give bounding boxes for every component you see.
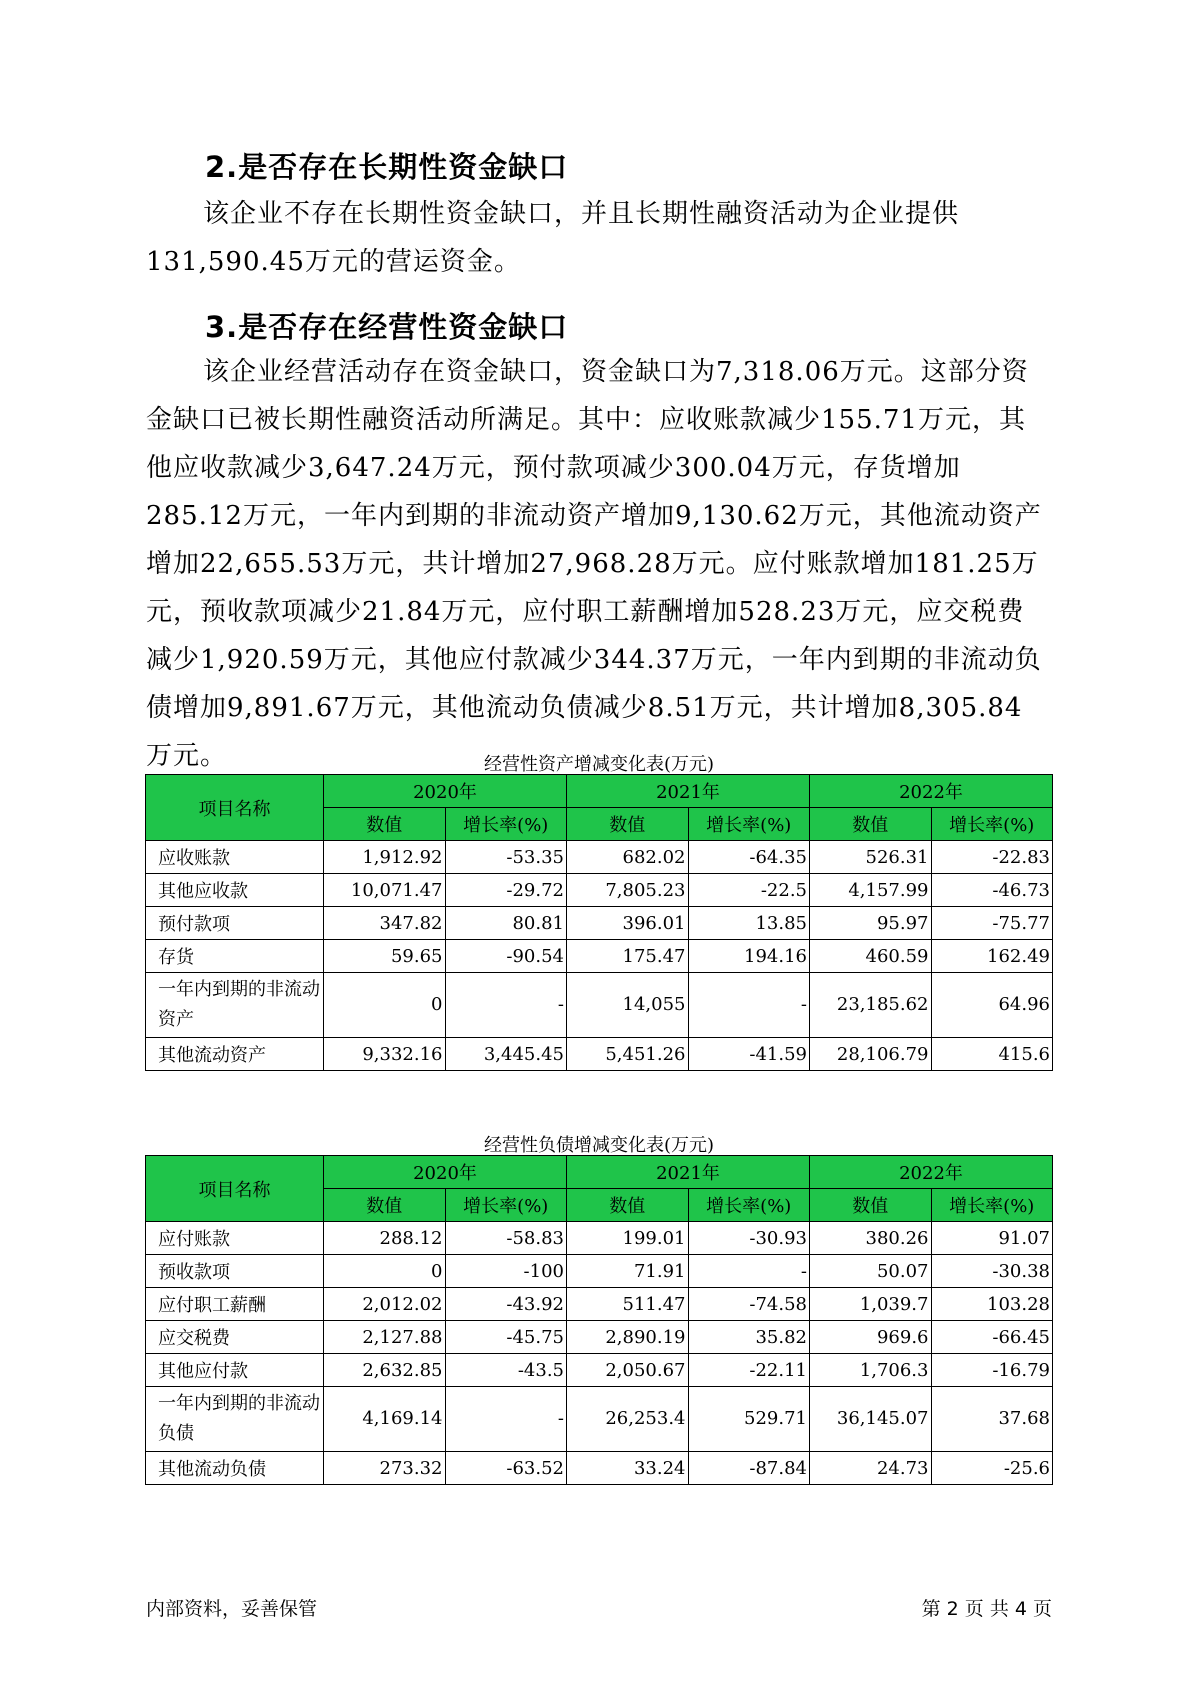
- value-cell: 1,706.3: [810, 1354, 932, 1387]
- value-cell: 380.26: [810, 1222, 932, 1255]
- value-cell: 28,106.79: [810, 1038, 932, 1071]
- item-header: 项目名称: [146, 775, 324, 841]
- value-cell: 969.6: [810, 1321, 932, 1354]
- growth-rate-cell: 529.71: [688, 1387, 810, 1452]
- table-row: [146, 1038, 1053, 1071]
- sub-header: 增长率(%): [931, 1189, 1053, 1222]
- value-cell: 682.02: [567, 841, 689, 874]
- footer-confidential-note: 内部资料，妥善保管: [146, 1598, 318, 1620]
- value-cell: 1,039.7: [810, 1288, 932, 1321]
- value-cell: 95.97: [810, 907, 932, 940]
- table-row: [146, 1452, 1053, 1485]
- sub-header: 数值: [567, 808, 689, 841]
- row-label: 其他流动负债: [146, 1452, 324, 1485]
- row-label: 预收款项: [146, 1255, 324, 1288]
- sub-header: 数值: [567, 1189, 689, 1222]
- growth-rate-cell: 13.85: [688, 907, 810, 940]
- sub-header: 增长率(%): [688, 1189, 810, 1222]
- sub-header: 增长率(%): [445, 1189, 567, 1222]
- value-cell: 4,169.14: [324, 1387, 446, 1452]
- value-cell: 4,157.99: [810, 874, 932, 907]
- value-cell: 199.01: [567, 1222, 689, 1255]
- growth-rate-cell: -53.35: [445, 841, 567, 874]
- year-header: 2022年: [810, 1156, 1053, 1189]
- growth-rate-cell: -45.75: [445, 1321, 567, 1354]
- table-row: [146, 1255, 1053, 1288]
- liabilities-table: [145, 1155, 1053, 1485]
- value-cell: 50.07: [810, 1255, 932, 1288]
- value-cell: 526.31: [810, 841, 932, 874]
- value-cell: 460.59: [810, 940, 932, 973]
- table-row: [146, 1387, 1053, 1452]
- growth-rate-cell: 80.81: [445, 907, 567, 940]
- value-cell: 2,012.02: [324, 1288, 446, 1321]
- value-cell: 5,451.26: [567, 1038, 689, 1071]
- value-cell: 10,071.47: [324, 874, 446, 907]
- value-cell: 71.91: [567, 1255, 689, 1288]
- value-cell: 26,253.4: [567, 1387, 689, 1452]
- section-heading-2: 2.是否存在长期性资金缺口: [205, 150, 569, 184]
- liabilities-table-caption: 经营性负债增减变化表(万元): [483, 1135, 715, 1156]
- value-cell: 2,632.85: [324, 1354, 446, 1387]
- growth-rate-cell: 91.07: [931, 1222, 1053, 1255]
- value-cell: 2,050.67: [567, 1354, 689, 1387]
- year-header: 2021年: [567, 775, 810, 808]
- growth-rate-cell: -29.72: [445, 874, 567, 907]
- growth-rate-cell: -25.6: [931, 1452, 1053, 1485]
- year-header: 2020年: [324, 1156, 567, 1189]
- table-row: [146, 1321, 1053, 1354]
- value-cell: 36,145.07: [810, 1387, 932, 1452]
- assets-table: [145, 774, 1053, 1071]
- assets-table-caption: 经营性资产增减变化表(万元): [483, 754, 715, 775]
- value-cell: 7,805.23: [567, 874, 689, 907]
- growth-rate-cell: -30.93: [688, 1222, 810, 1255]
- value-cell: 0: [324, 973, 446, 1038]
- value-cell: 2,890.19: [567, 1321, 689, 1354]
- growth-rate-cell: -87.84: [688, 1452, 810, 1485]
- value-cell: 396.01: [567, 907, 689, 940]
- growth-rate-cell: -41.59: [688, 1038, 810, 1071]
- value-cell: 33.24: [567, 1452, 689, 1485]
- table-row: [146, 907, 1053, 940]
- value-cell: 511.47: [567, 1288, 689, 1321]
- table-row: [146, 1354, 1053, 1387]
- growth-rate-cell: 415.6: [931, 1038, 1053, 1071]
- growth-rate-cell: 35.82: [688, 1321, 810, 1354]
- growth-rate-cell: -64.35: [688, 841, 810, 874]
- value-cell: 347.82: [324, 907, 446, 940]
- growth-rate-cell: -66.45: [931, 1321, 1053, 1354]
- value-cell: 0: [324, 1255, 446, 1288]
- growth-rate-cell: -43.5: [445, 1354, 567, 1387]
- section-heading-3: 3.是否存在经营性资金缺口: [205, 310, 569, 344]
- growth-rate-cell: -43.92: [445, 1288, 567, 1321]
- value-cell: 288.12: [324, 1222, 446, 1255]
- row-label: 应交税费: [146, 1321, 324, 1354]
- sub-header: 数值: [324, 1189, 446, 1222]
- table-row: [146, 1222, 1053, 1255]
- growth-rate-cell: -46.73: [931, 874, 1053, 907]
- growth-rate-cell: -90.54: [445, 940, 567, 973]
- growth-rate-cell: -22.11: [688, 1354, 810, 1387]
- table-row: [146, 874, 1053, 907]
- year-header: 2022年: [810, 775, 1053, 808]
- growth-rate-cell: -: [445, 1387, 567, 1452]
- row-label: 应付账款: [146, 1222, 324, 1255]
- table-row: [146, 841, 1053, 874]
- year-header: 2020年: [324, 775, 567, 808]
- row-label: 预付款项: [146, 907, 324, 940]
- growth-rate-cell: -75.77: [931, 907, 1053, 940]
- growth-rate-cell: -: [445, 973, 567, 1038]
- sub-header: 增长率(%): [931, 808, 1053, 841]
- sub-header: 增长率(%): [445, 808, 567, 841]
- value-cell: 59.65: [324, 940, 446, 973]
- growth-rate-cell: -30.38: [931, 1255, 1053, 1288]
- growth-rate-cell: -74.58: [688, 1288, 810, 1321]
- footer-page-number: 第 2 页 共 4 页: [921, 1598, 1052, 1620]
- row-label: 其他应收款: [146, 874, 324, 907]
- table-row: [146, 1288, 1053, 1321]
- item-header: 项目名称: [146, 1156, 324, 1222]
- growth-rate-cell: 194.16: [688, 940, 810, 973]
- row-label: 其他应付款: [146, 1354, 324, 1387]
- row-label: 存货: [146, 940, 324, 973]
- growth-rate-cell: 64.96: [931, 973, 1053, 1038]
- growth-rate-cell: -: [688, 973, 810, 1038]
- paragraph-operating-gap: 该企业经营活动存在资金缺口，资金缺口为7,318.06万元。这部分资金缺口已被长期性融资活动所满足。其中：应收账款减少155.71万元，其他应收款减少3,647.24万元，预付款项减少300.04万元，存货增加285.12万元，一年内到期的非流动资产增加9,130.62万元，其他流动资产增加22,655.53万元，共计增加27,968.28万元。应付账款增加181.25万元，预收款项减少21.84万元，应付职工薪酬增加528.23万元，应交税费减少1,920.59万元，其他应付款减少344.37万元，一年内到期的非流动负债增加9,891.67万元，其他流动负债减少8.51万元，共计增加8,305.84万元。: [146, 357, 1042, 771]
- value-cell: 2,127.88: [324, 1321, 446, 1354]
- sub-header: 数值: [810, 1189, 932, 1222]
- row-label: 其他流动资产: [146, 1038, 324, 1071]
- growth-rate-cell: -: [688, 1255, 810, 1288]
- value-cell: 1,912.92: [324, 841, 446, 874]
- growth-rate-cell: -100: [445, 1255, 567, 1288]
- growth-rate-cell: -58.83: [445, 1222, 567, 1255]
- sub-header: 增长率(%): [688, 808, 810, 841]
- year-header: 2021年: [567, 1156, 810, 1189]
- growth-rate-cell: -63.52: [445, 1452, 567, 1485]
- growth-rate-cell: -16.79: [931, 1354, 1053, 1387]
- sub-header: 数值: [324, 808, 446, 841]
- value-cell: 9,332.16: [324, 1038, 446, 1071]
- growth-rate-cell: 3,445.45: [445, 1038, 567, 1071]
- value-cell: 175.47: [567, 940, 689, 973]
- row-label: 应付职工薪酬: [146, 1288, 324, 1321]
- row-label: 一年内到期的非流动负债: [146, 1387, 324, 1452]
- growth-rate-cell: -22.5: [688, 874, 810, 907]
- row-label: 一年内到期的非流动资产: [146, 973, 324, 1038]
- table-row: [146, 940, 1053, 973]
- table-row: [146, 973, 1053, 1038]
- growth-rate-cell: -22.83: [931, 841, 1053, 874]
- paragraph-long-term-gap: 该企业不存在长期性资金缺口，并且长期性融资活动为企业提供131,590.45万元的营运资金。: [146, 199, 960, 277]
- row-label: 应收账款: [146, 841, 324, 874]
- sub-header: 数值: [810, 808, 932, 841]
- value-cell: 14,055: [567, 973, 689, 1038]
- value-cell: 23,185.62: [810, 973, 932, 1038]
- growth-rate-cell: 103.28: [931, 1288, 1053, 1321]
- value-cell: 273.32: [324, 1452, 446, 1485]
- value-cell: 24.73: [810, 1452, 932, 1485]
- growth-rate-cell: 37.68: [931, 1387, 1053, 1452]
- growth-rate-cell: 162.49: [931, 940, 1053, 973]
